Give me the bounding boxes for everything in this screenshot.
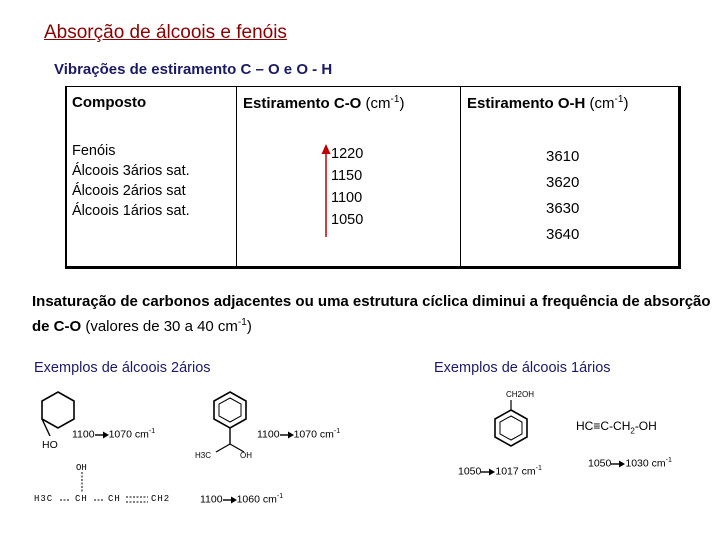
cyclohexanol-structure-icon [32, 386, 92, 456]
section-primary-alcohols: Exemplos de álcoois 1ários [434, 360, 611, 376]
oh-value: 3640 [546, 226, 580, 243]
pentenol-ch-label: CH [75, 494, 88, 504]
cyclohexanol-shift: 1100 1070 $cm^{-1}$ [72, 428, 156, 441]
oh-value: 3620 [546, 174, 580, 191]
shift-arrow-icon [95, 430, 109, 440]
section-secondary-alcohols: Exemplos de álcoois 2ários [34, 360, 211, 376]
phenylethanol-h3c-label: H3C [195, 451, 212, 460]
pentenol-structure-icon [30, 470, 190, 510]
compound-item: Álcoois 1ários sat. [72, 203, 190, 219]
compound-list [72, 141, 190, 221]
explanation-paragraph: Insaturação de carbonos adjacentes ou uma estrutura cíclica diminui a frequência de absorção de C-O (valores de 30 a 40 $cm^{-1}$) [32, 293, 711, 335]
propargyl-shift: 1050 1030 $cm^{-1}$ [588, 457, 672, 470]
cyclohexanol-oh-label: HO [42, 439, 58, 451]
oh-value-list [546, 144, 579, 248]
co-value: 1220 [331, 146, 364, 162]
shift-arrow-icon [223, 495, 237, 505]
propargyl-formula: $HC\equiv C-CH_2-OH$ [576, 419, 657, 436]
pentenol-h3c-label: H3C [34, 494, 54, 504]
oh-value: 3610 [546, 148, 580, 165]
shift-arrow-icon [280, 430, 294, 440]
benzylalcohol-shift: 1050 1017 $cm^{-1}$ [458, 465, 542, 478]
shift-arrow-icon [481, 467, 495, 477]
pentenol-ch-label: CH [108, 494, 121, 504]
phenylethanol-oh-label: OH [240, 451, 252, 460]
pentenol-oh-label: OH [76, 463, 87, 473]
compound-item: Álcoois 3ários sat. [72, 163, 190, 179]
benzylalcohol-ch2oh-label: CH2OH [506, 390, 535, 399]
table-divider [460, 87, 461, 266]
slide-title: Absorção de álcoois e fenóis [44, 22, 287, 43]
table-divider [236, 87, 237, 266]
compound-item: Álcoois 2ários sat [72, 183, 186, 199]
oh-value: 3630 [546, 200, 580, 217]
benzylalcohol-structure-icon [484, 396, 544, 456]
header-oh-stretch: Estiramento O-H $(cm^{-1})$ [467, 94, 629, 112]
pentenol-shift: 1100 1060 $cm^{-1}$ [200, 493, 284, 506]
co-value: 1100 [331, 190, 363, 206]
co-value: 1050 [331, 212, 364, 228]
triple-bond-icon: ≡ [593, 419, 601, 433]
co-value: 1150 [331, 168, 363, 184]
header-compound: Composto [72, 94, 147, 111]
compound-item: Fenóis [72, 143, 116, 159]
pentenol-ch2-label: CH2 [151, 494, 171, 504]
header-co-stretch: Estiramento C-O $(cm^{-1})$ [243, 94, 405, 112]
slide-subtitle: Vibrações de estiramento C – O e O - H [54, 61, 333, 78]
shift-arrow-icon [611, 459, 625, 469]
phenylethanol-shift: 1100 1070 $cm^{-1}$ [257, 428, 341, 441]
co-value-list [331, 143, 363, 231]
